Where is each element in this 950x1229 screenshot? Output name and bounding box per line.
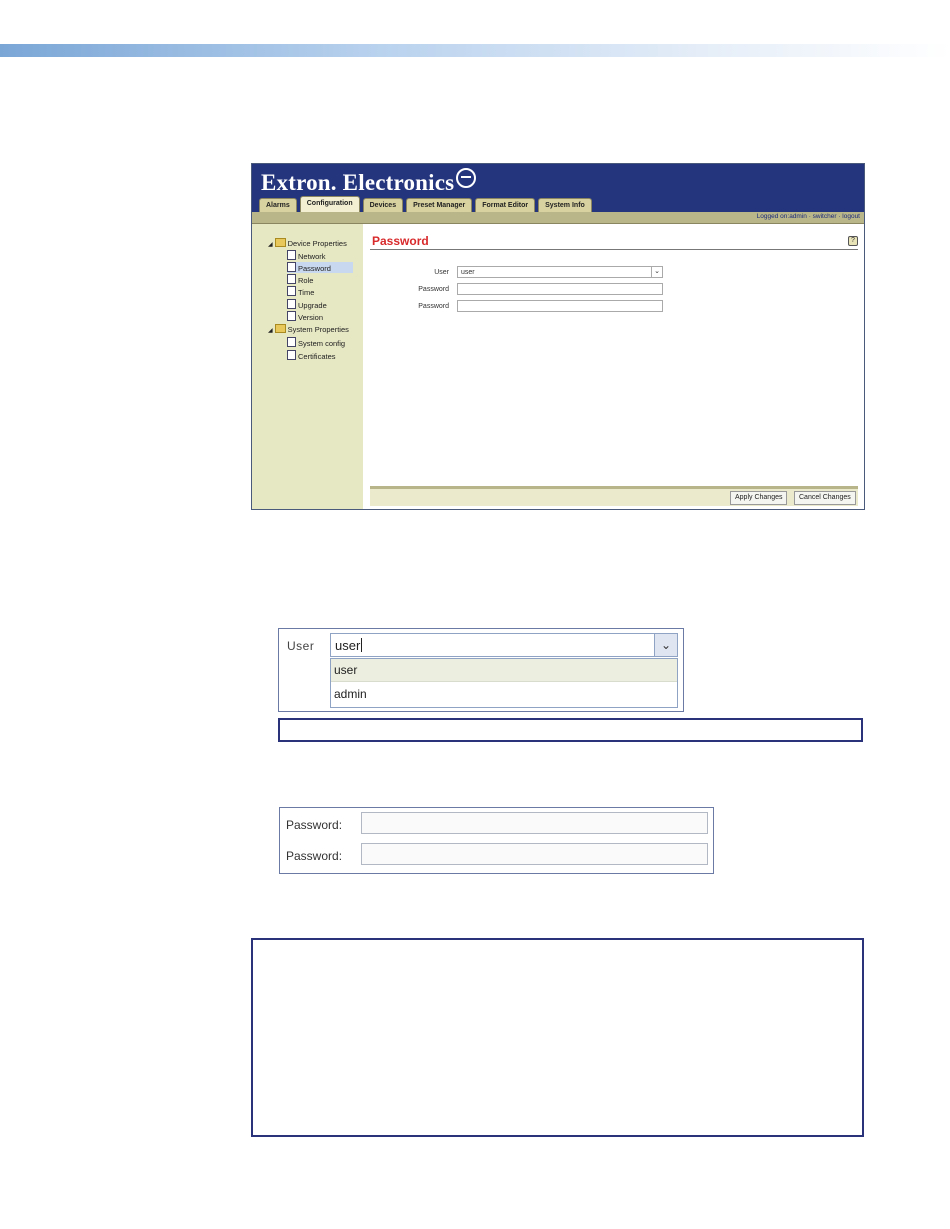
extron-logo-icon (456, 168, 476, 188)
page-icon (287, 286, 296, 296)
page-title: Password (372, 234, 429, 248)
user-select[interactable] (330, 633, 678, 657)
tab-configuration[interactable]: Configuration (300, 196, 360, 213)
user-dropdown-list (330, 658, 678, 708)
dropdown-option-user[interactable]: user (331, 659, 677, 682)
password-field[interactable] (361, 812, 708, 834)
sidebar-item-certificates[interactable]: Certificates (287, 350, 336, 361)
tab-system-info[interactable]: System Info (538, 198, 592, 213)
tab-bar (259, 196, 592, 212)
password-confirm-label: Password (418, 303, 449, 310)
text-cursor (361, 638, 362, 652)
folder-icon (275, 238, 286, 247)
help-icon[interactable]: ? (848, 236, 858, 246)
content-panel (363, 224, 864, 509)
page-icon (287, 337, 296, 347)
chevron-down-icon[interactable]: ⌄ (654, 634, 677, 656)
password-confirm-field[interactable] (361, 843, 708, 865)
app-header (252, 164, 864, 212)
brand-text: Extron. Electronics (261, 170, 455, 195)
tab-alarms[interactable]: Alarms (259, 198, 297, 213)
sidebar-item-system-config[interactable]: System config (287, 337, 345, 348)
user-select-value: user (335, 638, 361, 653)
note-box-large (251, 938, 864, 1137)
app-window (251, 163, 865, 510)
page-icon (287, 274, 296, 284)
user-select-value: user (461, 269, 475, 276)
sidebar-tree (252, 224, 363, 509)
apply-changes-button[interactable]: Apply Changes (730, 491, 787, 505)
tab-preset-manager[interactable]: Preset Manager (406, 198, 472, 213)
brand-logo (261, 168, 476, 196)
sidebar-item-role[interactable]: Role (287, 274, 313, 285)
tree-device-properties[interactable]: ◢ Device Properties (268, 238, 347, 249)
page-icon (287, 250, 296, 260)
dropdown-option-admin[interactable]: admin (334, 687, 367, 701)
password-confirm-label: Password: (286, 849, 343, 863)
tree-system-properties[interactable]: ◢ System Properties (268, 324, 349, 335)
sidebar-item-version[interactable]: Version (287, 311, 323, 322)
folder-icon (275, 324, 286, 333)
user-select[interactable] (457, 266, 663, 278)
sidebar-item-network[interactable]: Network (287, 250, 326, 261)
login-status[interactable]: Logged on:admin · switcher · logout (756, 213, 860, 220)
sidebar-item-time[interactable]: Time (287, 286, 314, 297)
password-confirm-field[interactable] (457, 300, 663, 312)
chevron-down-icon[interactable]: ⌄ (651, 267, 662, 277)
action-bar (370, 486, 858, 506)
password-label: Password: (286, 818, 343, 832)
page-icon (287, 350, 296, 360)
password-field[interactable] (457, 283, 663, 295)
login-bar (252, 212, 864, 224)
sidebar-item-password[interactable]: Password (287, 262, 353, 273)
user-dropdown-zoom (278, 628, 684, 712)
page-icon (287, 311, 296, 321)
sidebar-item-upgrade[interactable]: Upgrade (287, 299, 327, 310)
user-label: User (287, 639, 315, 653)
expand-icon[interactable]: ◢ (268, 242, 273, 248)
note-box (278, 718, 863, 742)
tab-format-editor[interactable]: Format Editor (475, 198, 535, 213)
password-fields-zoom (279, 807, 714, 874)
page-icon (287, 262, 296, 272)
user-label: User (434, 269, 449, 276)
password-label: Password (418, 286, 449, 293)
tab-devices[interactable]: Devices (363, 198, 403, 213)
title-divider (370, 249, 858, 250)
expand-icon[interactable]: ◢ (268, 328, 273, 334)
page-header-band (0, 44, 950, 57)
page-icon (287, 299, 296, 309)
cancel-changes-button[interactable]: Cancel Changes (794, 491, 856, 505)
